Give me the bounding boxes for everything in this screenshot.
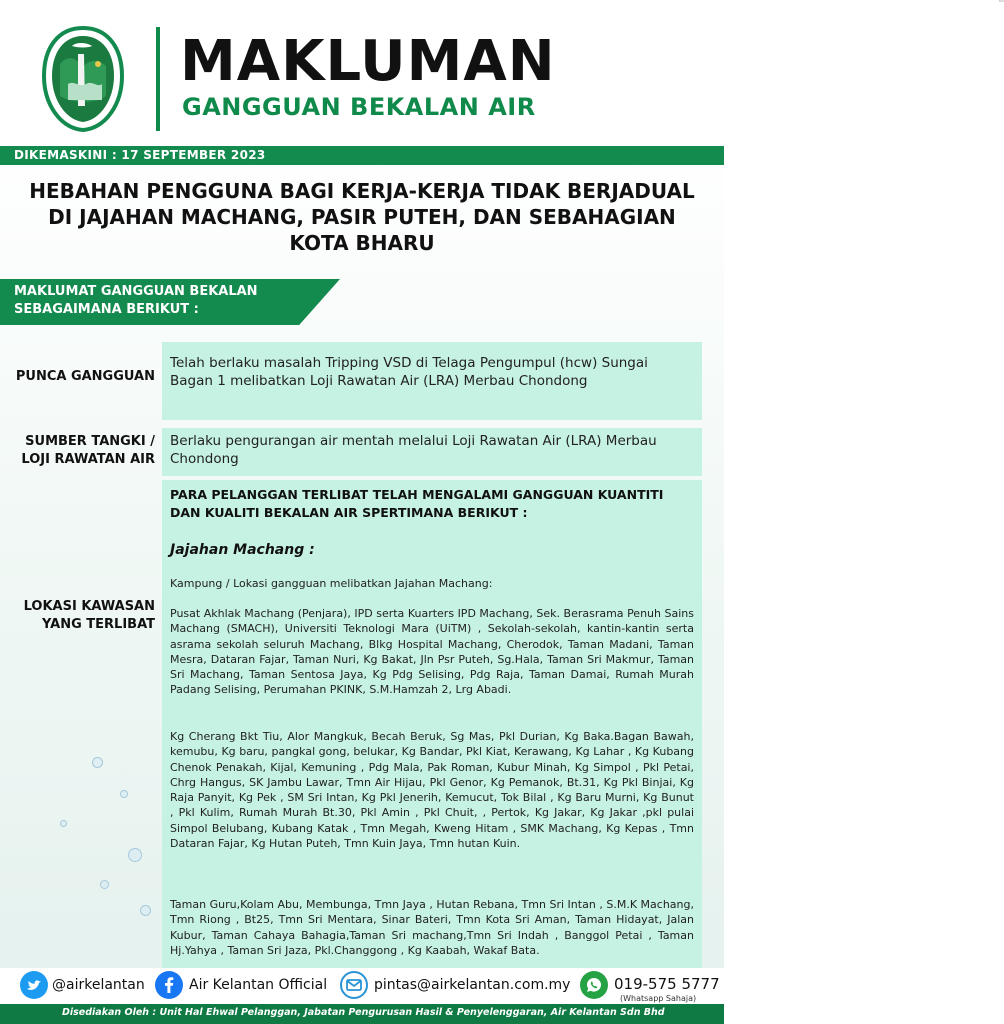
lokasi-paragraph-1: Pusat Akhlak Machang (Penjara), IPD serta Kuarters IPD Machang, Sek. Berasrama Penuh Sains Machang (SMACH), Universiti Teknologi Mara (UiTM) , Sekolah-sekolah, kantin-kantin serta asrama sekolah seluruh Machang, Blkg Hospital Machang, Cherodok, Taman Madani, Taman Mesra, Dataran Fajar, Taman Nuri, Kg Bakat, Jln Psr Puteh, Sg.Hala, Taman Sri Makmur, Taman Sri Machang, Taman Sentosa Jaya, Kg Pdg Selising, Pdg Raja, Taman Damai, Rumah Murah Padang Selising, Perumahan PKINK, S.M.Hamzah 2, Lrg Abadi.	[170, 607, 694, 697]
punca-box	[162, 342, 702, 420]
email-icon[interactable]	[340, 971, 368, 999]
water-bubble-decoration	[100, 880, 109, 889]
phone-number[interactable]: 019-575 5777	[614, 975, 720, 993]
logo-text: AIR KELANTAN SDN BHD	[999, 0, 1004, 3]
punca-text: Telah berlaku masalah Tripping VSD di Telaga Pengumpul (hcw) Sungai Bagan 1 melibatkan Loji Rawatan Air (LRA) Merbau Chondong	[170, 355, 648, 389]
lokasi-paragraph-2: Kg Cherang Bkt Tiu, Alor Mangkuk, Becah Beruk, Sg Mas, Pkl Durian, Kg Baka.Bagan Bawah, kemubu, Kg baru, pangkal gong, belukar, Kg Bandar, Pkl Kiat, Kerawang, Kg Lahar , Kg Kubang Chenok Penakah, Kijal, Kemuning , Pdg Mala, Pak Roman, Kubur Minah, Kg Simpol , Pkl Petai, Chrg Hangus, SK Jambu Lawar, Tmn Air Hijau, Pkl Genor, Kg Pemanok, Bt.31, Kg Pkl Binjai, Kg Raja Panyit, Kg Pek , SM Sri Intan, Kg Pkl Jenerih, Kemucut, Tok Bilal , Kg Baru Murni, Kg Bunut , Pkl Kulim, Rumah Murah Bt.30, Pkl Amin , Pkl Chuit, , Pertok, Kg Jakar, Kg Jakar ,pkl pulai Simpol Belubang, Kubang Katak , Tmn Megah, Kweng Hitam , SMK Machang, Kg Kepas , Tmn Dataran Fajar, Kg Hutan Puteh, Tmn Kuin Jaya, Tmn hutan Kuin.	[170, 730, 694, 851]
header-divider	[156, 27, 160, 131]
announcement-headline: HEBAHAN PENGGUNA BAGI KERJA-KERJA TIDAK BERJADUAL DI JAJAHAN MACHANG, PASIR PUTEH, DAN SEBAHAGIAN KOTA BHARU	[29, 179, 695, 255]
water-bubble-decoration	[128, 848, 142, 862]
water-bubble-decoration	[92, 757, 103, 768]
facebook-page[interactable]: Air Kelantan Official	[189, 977, 328, 993]
punca-label: PUNCA GANGGUAN	[15, 369, 155, 384]
sumber-text: Berlaku pengurangan air mentah melalui Loji Rawatan Air (LRA) Merbau Chondong	[170, 433, 657, 467]
water-bubble-decoration	[120, 790, 128, 798]
sumber-label: SUMBER TANGKI / LOJI RAWATAN AIR	[21, 434, 155, 467]
updated-date: DIKEMASKINI : 17 SEPTEMBER 2023	[14, 148, 266, 162]
twitter-handle[interactable]: @airkelantan	[52, 977, 145, 993]
lokasi-label: LOKASI KAWASAN YANG TERLIBAT	[23, 599, 155, 632]
page-subtitle: GANGGUAN BEKALAN AIR	[182, 93, 536, 121]
prepared-by: Disediakan Oleh : Unit Hal Ehwal Pelanggan, Jabatan Pengurusan Hasil & Penyelenggaran, Air Kelantan Sdn Bhd	[62, 1007, 665, 1018]
phone-note: (Whatsapp Sahaja)	[620, 994, 697, 1003]
region-heading: Jajahan Machang :	[170, 542, 315, 558]
facebook-icon[interactable]	[155, 971, 183, 999]
whatsapp-icon[interactable]	[580, 971, 608, 999]
air-kelantan-logo	[38, 24, 128, 134]
lokasi-paragraph-3: Taman Guru,Kolam Abu, Membunga, Tmn Jaya , Hutan Rebana, Tmn Sri Intan , S.M.K Machang, Tmn Riong , Bt25, Tmn Sri Mentara, Sinar Bateri, Tmn Kota Sri Aman, Taman Hidayat, Jalan Kubur, Taman Cahaya Bahagia,Taman Sri machang,Tmn Sri Indah , Banggol Petai , Taman Hj.Yahya , Taman Sri Jaza, Pkl.Changgong , Kg Kaabah, Wakaf Bata.	[170, 898, 694, 957]
section-title: MAKLUMAT GANGGUAN BEKALAN SEBAGAIMANA BERIKUT :	[14, 284, 258, 317]
water-bubble-decoration	[60, 820, 67, 827]
water-bubble-decoration	[140, 905, 151, 916]
lokasi-heading: PARA PELANGGAN TERLIBAT TELAH MENGALAMI GANGGUAN KUANTITI DAN KUALITI BEKALAN AIR SPERTIMANA BERIKUT :	[170, 487, 664, 520]
sumber-box	[162, 428, 702, 476]
lokasi-intro: Kampung / Lokasi gangguan melibatkan Jajahan Machang:	[170, 577, 493, 590]
twitter-icon[interactable]	[20, 971, 48, 999]
page-title: MAKLUMAN	[180, 29, 556, 94]
email-address[interactable]: pintas@airkelantan.com.my	[374, 977, 571, 993]
